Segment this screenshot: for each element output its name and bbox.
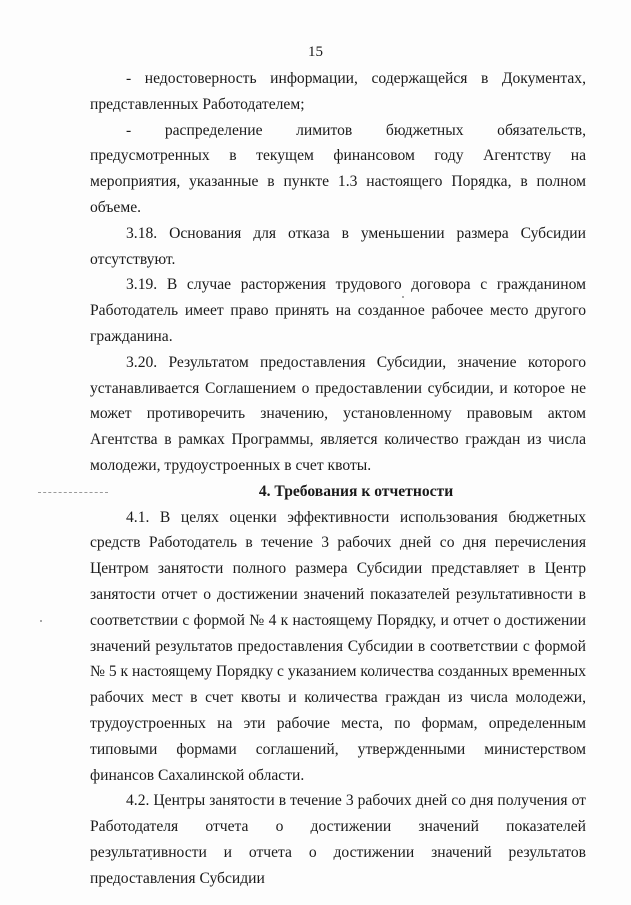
- section-heading: 4. Требования к отчетности: [258, 482, 454, 500]
- scan-artifact-speck: [40, 620, 42, 622]
- document-body: [90, 66, 586, 892]
- paragraph: 3.19. В случае расторжения трудового договора с гражданином Работодатель имеет право принять на созданное рабочее место другого гражданина.: [90, 276, 586, 345]
- paragraph: - распределение лимитов бюджетных обязательств, предусмотренных в текущем финансовом году Агентству на мероприятия, указанные в пункте 1.3 настоящего Порядка, в полном объеме.: [90, 121, 586, 216]
- paragraph: - недостоверность информации, содержащейся в Документах, представленных Работодателем;: [90, 70, 586, 113]
- page-number: 15: [308, 44, 323, 60]
- paragraph: 4.1. В целях оценки эффективности использования бюджетных средств Работодатель в течение 3 рабочих дней со дня перечисления Центром занятости полного размера Субсидии представляет в Центр занятости отчет о достижении значений показателей результативности в соответствии с формой № 4 к настоящему Порядку, и отчет о достижении значений результатов предоставления Субсидии в соответствии с формой № 5 к настоящему Порядку с указанием количества созданных временных рабочих мест в счет квоты и количества граждан из числа молодежи, трудоустроенных на эти рабочие места, по формам, определенным типовыми формами соглашений, утвержденными министерством финансов Сахалинской области.: [90, 508, 586, 784]
- paragraph: 3.20. Результатом предоставления Субсидии, значение которого устанавливается Соглашением о предоставлении субсидии, и которое не может противоречить значению, установленному правовым актом Агентства в рамках Программы, является количество граждан из числа молодежи, трудоустроенных в счет квоты.: [90, 353, 586, 474]
- paragraph: 3.18. Основания для отказа в уменьшении размера Субсидии отсутствуют.: [90, 224, 586, 268]
- paragraph: 4.2. Центры занятости в течение 3 рабочих дней со дня получения от Работодателя отчета о достижении значений показателей результативности и отчета о достижении значений результатов предоставления Субсидии: [90, 792, 586, 887]
